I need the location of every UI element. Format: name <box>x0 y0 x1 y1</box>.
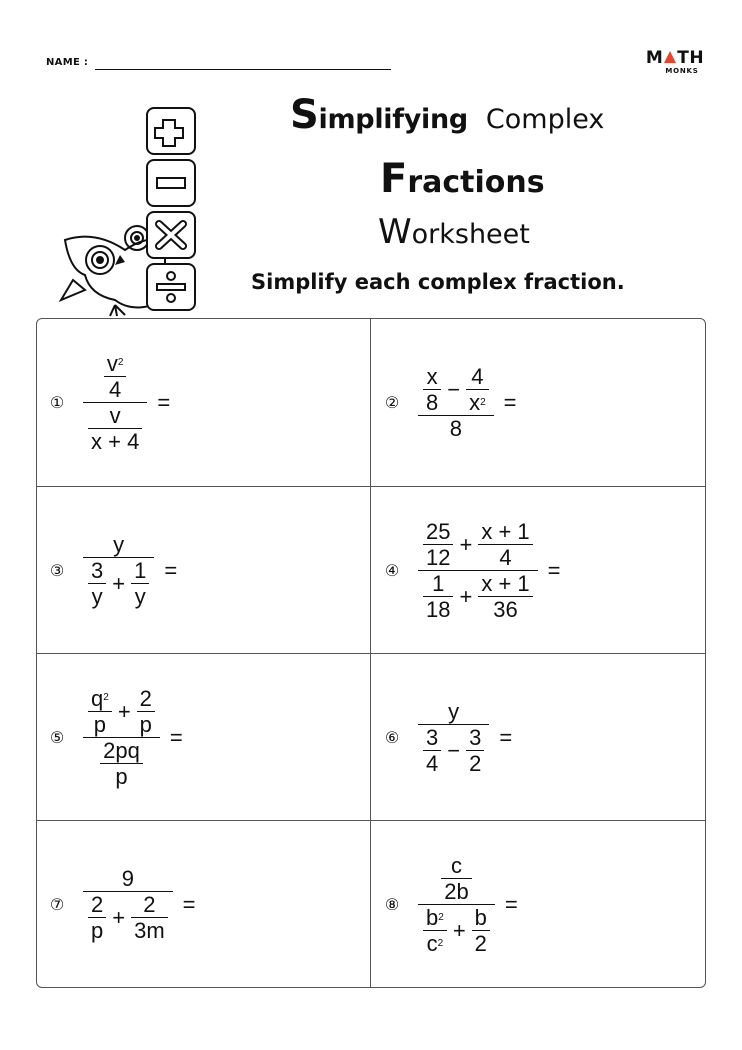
problem-cell <box>37 654 370 821</box>
logo-triangle-icon <box>664 51 676 63</box>
divide-icon <box>147 264 195 310</box>
problem-cell <box>37 319 370 486</box>
equals-sign: = <box>499 724 513 750</box>
problem-expression: 9 $\frac{2}{p}$ + $\frac{2}{3m}$ = <box>81 867 196 942</box>
problem-number: ⑦ <box>49 895 65 914</box>
equals-sign: = <box>164 557 178 583</box>
times-icon <box>147 212 195 258</box>
problem-number: ② <box>384 393 400 412</box>
title-line-1: Simplifying Complex <box>290 92 605 138</box>
problem-expression: y $\frac{3}{4}$ − $\frac{3}{2}$ = <box>416 700 512 775</box>
name-label: NAME : <box>46 57 89 68</box>
name-field-line[interactable] <box>95 69 391 70</box>
problem-number: ⑧ <box>384 895 400 914</box>
equals-sign: = <box>182 891 196 917</box>
problem-cell <box>372 319 705 486</box>
instructions: Simplify each complex fraction. <box>251 270 625 294</box>
logo-text-left: M <box>645 48 664 68</box>
owl-illustration <box>55 100 205 322</box>
owl-eye-right-icon <box>125 226 149 250</box>
problem-number: ⑥ <box>384 728 400 747</box>
problem-number: ⑤ <box>49 728 65 747</box>
problem-cell <box>372 654 705 821</box>
problem-expression: q 2 p + $\frac{2}{p}$ $\frac{2pq}{p}$ = <box>81 687 183 788</box>
problem-cell <box>37 821 370 988</box>
problem-expression: v 2 4 $\frac{v}{x + 4}$ = <box>81 352 170 453</box>
problem-expression: $\frac{c}{2b}$ b 2 c 2 + $\frac{b}{2}$ = <box>416 854 518 955</box>
equals-sign: = <box>157 389 171 415</box>
problem-cell <box>372 487 705 654</box>
problem-expression: y $\frac{3}{y}$ + $\frac{1}{y}$ = <box>81 533 177 608</box>
problem-expression: $\frac{25}{12}$ + $\frac{x + 1}{4}$ $\frac{1}{18}$ + $\frac{x + 1}{36}$ = <box>416 520 561 621</box>
title-line-2: Fractions <box>380 156 545 202</box>
equals-sign: = <box>169 724 183 750</box>
plus-icon <box>147 108 195 154</box>
problem-number: ③ <box>49 561 65 580</box>
problem-cell <box>37 487 370 654</box>
equals-sign: = <box>504 891 518 917</box>
logo-subtext: MONKS <box>665 67 699 75</box>
math-monks-logo <box>640 50 710 75</box>
equals-sign: = <box>547 557 561 583</box>
logo-text-right: TH <box>677 48 705 68</box>
title-line-3: Worksheet <box>378 212 530 252</box>
problem-grid <box>36 318 706 988</box>
problem-number: ① <box>49 393 65 412</box>
problem-cell <box>372 821 705 988</box>
equals-sign: = <box>503 389 517 415</box>
problem-number: ④ <box>384 561 400 580</box>
problem-expression: $\frac{x}{8}$ − 4 x 2 8 = <box>416 365 517 440</box>
minus-icon <box>147 160 195 206</box>
owl-eye-left-icon <box>86 246 114 274</box>
